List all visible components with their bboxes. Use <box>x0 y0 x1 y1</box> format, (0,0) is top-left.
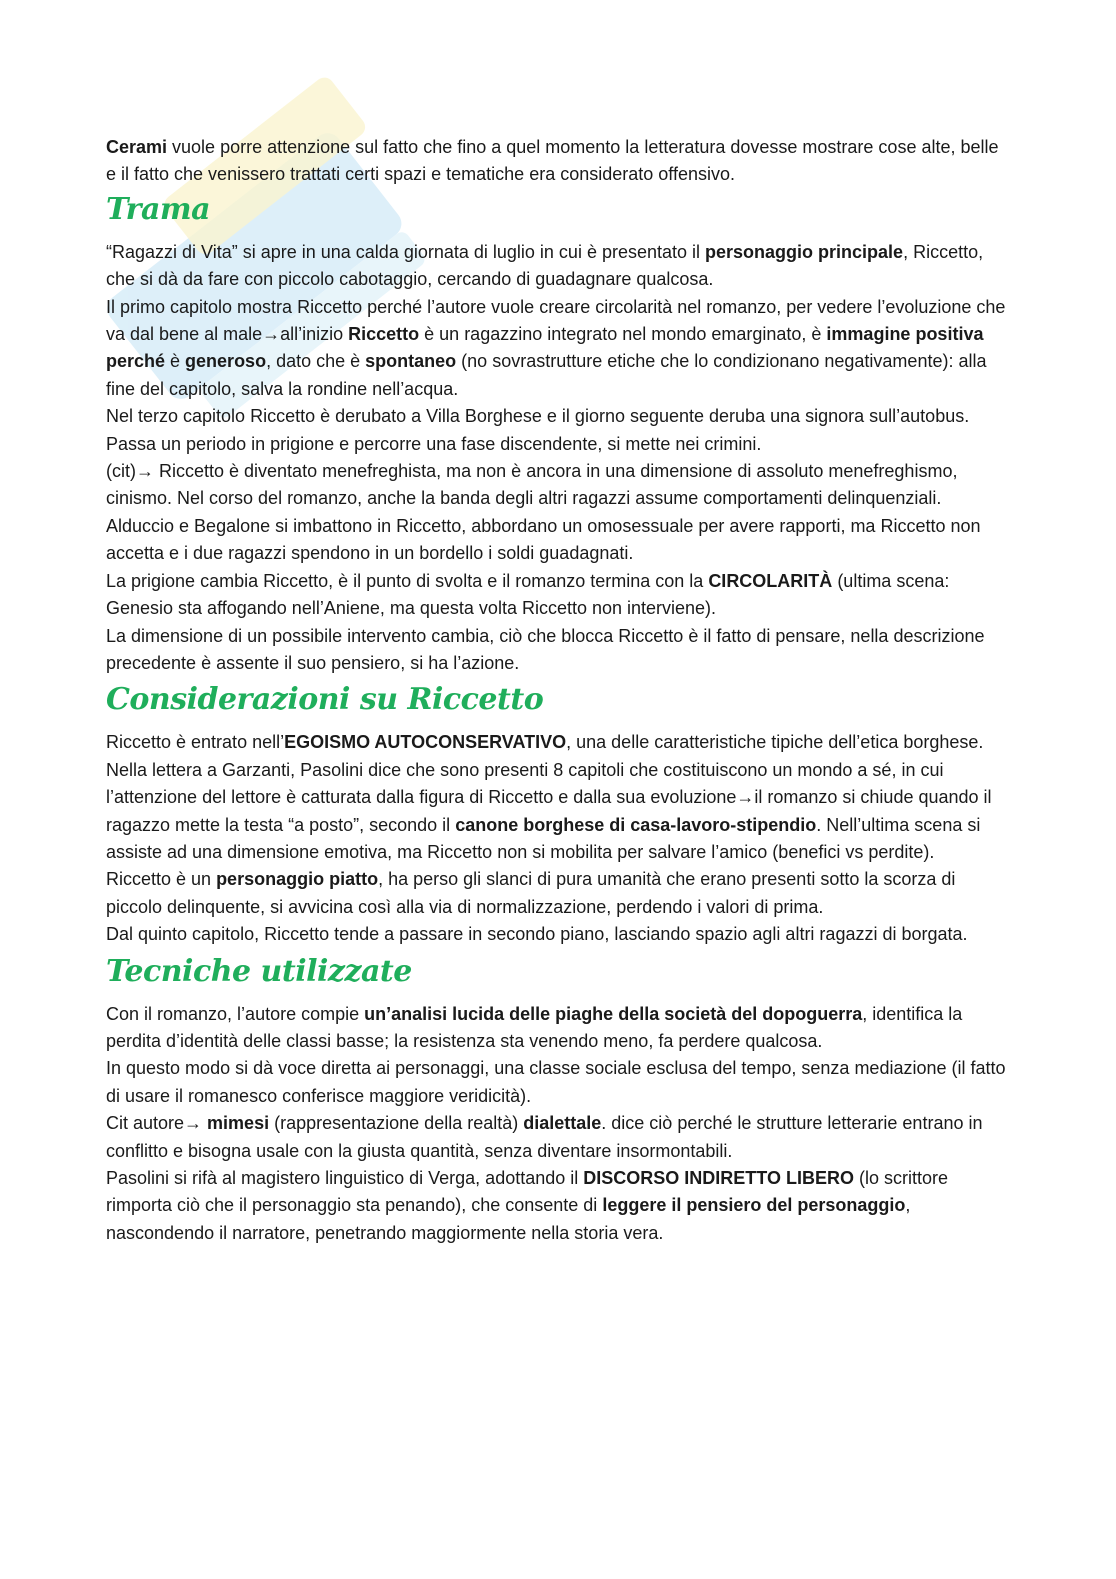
text-run: , dato che è <box>266 351 366 372</box>
text-run: . dice ciò perché le strutture letterarie entrano in conflitto e bisogna usale con la giusta quantità, senza diventare insormontabili. <box>106 1113 983 1161</box>
bold-text: dialettale <box>523 1113 602 1134</box>
text-run: . Nell’ultima scena si assiste ad una dimensione emotiva, ma Riccetto non si mobilita per salvare l’amico (benefici vs perdite). <box>106 814 981 862</box>
bold-text: generoso <box>185 351 267 372</box>
text-run: , una delle caratteristiche tipiche dell’etica borghese. <box>566 732 984 753</box>
trama-paragraph-6 <box>106 568 1006 623</box>
text-run: , nascondendo il narratore, penetrando maggiormente nella storia vera. <box>106 1195 911 1243</box>
text-run: è un ragazzino integrato nel mondo emarginato, è <box>419 324 827 345</box>
considerazioni-paragraph-3 <box>106 866 1006 921</box>
tecniche-paragraph-1 <box>106 1001 1006 1056</box>
trama-paragraph-7: La dimensione di un possibile intervento cambia, ciò che blocca Riccetto è il fatto di pensare, nella descrizione precedente è assente il suo pensiero, si ha l’azione. <box>106 625 985 673</box>
tecniche-paragraph-2: In questo modo si dà voce diretta ai personaggi, una classe sociale esclusa del tempo, senza mediazione (il fatto di usare il romanesco conferisce maggiore veridicità). <box>106 1058 1006 1106</box>
text-run: Con il romanzo, l’autore compie <box>106 1003 365 1024</box>
bold-text: immagine positiva perché <box>106 324 984 372</box>
heading-considerazioni: Considerazioni su Riccetto <box>106 682 544 718</box>
text-run: Riccetto è entrato nell’ <box>106 732 285 753</box>
text-run: (rappresentazione della realtà) <box>269 1113 524 1134</box>
bold-text: DISCORSO INDIRETTO LIBERO <box>583 1168 854 1188</box>
bold-text: CIRCOLARITÀ <box>708 570 833 591</box>
tecniche-paragraph-4 <box>106 1165 1006 1247</box>
bold-text: canone borghese di casa-lavoro-stipendio <box>455 814 817 835</box>
text-run: Il primo capitolo mostra Riccetto perché l’autore vuole creare circolarità nel romanzo, per vedere l’evoluzione che va dal bene al male→all’inizio <box>106 296 1006 345</box>
text-run: Cit autore→ <box>106 1113 208 1134</box>
trama-paragraph-1 <box>106 239 1006 294</box>
heading-tecniche: Tecniche utilizzate <box>106 953 412 989</box>
text-run: La prigione cambia Riccetto, è il punto di svolta e il romanzo termina con la <box>106 570 709 591</box>
document-page <box>106 134 1006 1247</box>
text-run: “Ragazzi di Vita” si apre in una calda giornata di luglio in cui è presentato il <box>106 241 706 262</box>
bold-text: EGOISMO AUTOCONSERVATIVO <box>284 732 567 753</box>
considerazioni-paragraph-4: Dal quinto capitolo, Riccetto tende a passare in secondo piano, lasciando spazio agli altri ragazzi di borgata. <box>106 924 968 945</box>
text-run: (lo scrittore rimporta ciò che il personaggio sta penando), che consente di <box>106 1168 948 1216</box>
text-run: (no sovrastrutture etiche che lo condizionano negativamente): alla fine del capitolo, salva la rondine nell’acqua. <box>106 351 987 399</box>
text-run: vuole porre attenzione sul fatto che fino a quel momento la letteratura dovesse mostrare cose alte, belle e il fatto che venissero trattati certi spazi e tematiche era considerato offensivo. <box>106 137 999 185</box>
text-run: , identifica la perdita d’identità delle classi basse; la resistenza sta venendo meno, fa perdere qualcosa. <box>106 1003 963 1051</box>
intro-paragraph <box>106 134 1006 189</box>
trama-paragraph-2 <box>106 294 1006 404</box>
considerazioni-paragraph-2 <box>106 757 1006 867</box>
bold-text: mimesi <box>207 1113 270 1134</box>
bold-text: personaggio piatto <box>216 869 379 890</box>
considerazioni-paragraph-1 <box>106 729 1006 756</box>
bold-text: un’analisi lucida delle piaghe della società del dopoguerra <box>364 1003 863 1024</box>
bold-text: Riccetto <box>348 324 420 345</box>
tecniche-paragraph-3 <box>106 1110 1006 1165</box>
text-run: , Riccetto, che si dà da fare con piccolo cabotaggio, cercando di guadagnare qualcosa. <box>106 241 984 290</box>
bold-text: spontaneo <box>365 351 457 372</box>
bold-text: leggere il pensiero del personaggio <box>602 1195 906 1216</box>
trama-paragraph-4: (cit)→ Riccetto è diventato menefreghista, ma non è ancora in una dimensione di assoluto menefreghismo, cinismo. Nel corso del romanzo, anche la banda degli altri ragazzi assume comportamenti delinquenziali. <box>106 461 958 509</box>
text-run: , ha perso gli slanci di pura umanità che erano presenti sotto la scorza di piccolo delinquente, si avvicina così alla via di normalizzazione, perdendo i valori di prima. <box>106 869 956 917</box>
text-run: Riccetto è un <box>106 869 217 890</box>
text-run: Nella lettera a Garzanti, Pasolini dice che sono presenti 8 capitoli che costituiscono un mondo a sé, in cui l’attenzione del lettore è catturata dalla figura di Riccetto e dalla sua evoluzione→il romanzo si chiude quando il ragazzo mette la testa “a posto”, secondo il <box>106 759 992 835</box>
bold-text: personaggio principale <box>705 241 904 262</box>
heading-trama: Trama <box>106 191 211 227</box>
bold-text: Cerami <box>106 137 168 157</box>
text-run: (ultima scena: Genesio sta affogando nell’Aniene, ma questa volta Riccetto non interviene). <box>106 570 950 619</box>
text-run: è <box>165 351 186 372</box>
trama-paragraph-3: Nel terzo capitolo Riccetto è derubato a Villa Borghese e il giorno seguente deruba una signora sull’autobus. Passa un periodo in prigione e percorre una fase discendente, si mette nei crimini. <box>106 406 970 454</box>
text-run: Pasolini si rifà al magistero linguistico di Verga, adottando il <box>106 1168 584 1188</box>
trama-paragraph-5: Alduccio e Begalone si imbattono in Riccetto, abbordano un omosessuale per avere rapporti, ma Riccetto non accetta e i due ragazzi spendono in un bordello i soldi guadagnati. <box>106 515 981 564</box>
